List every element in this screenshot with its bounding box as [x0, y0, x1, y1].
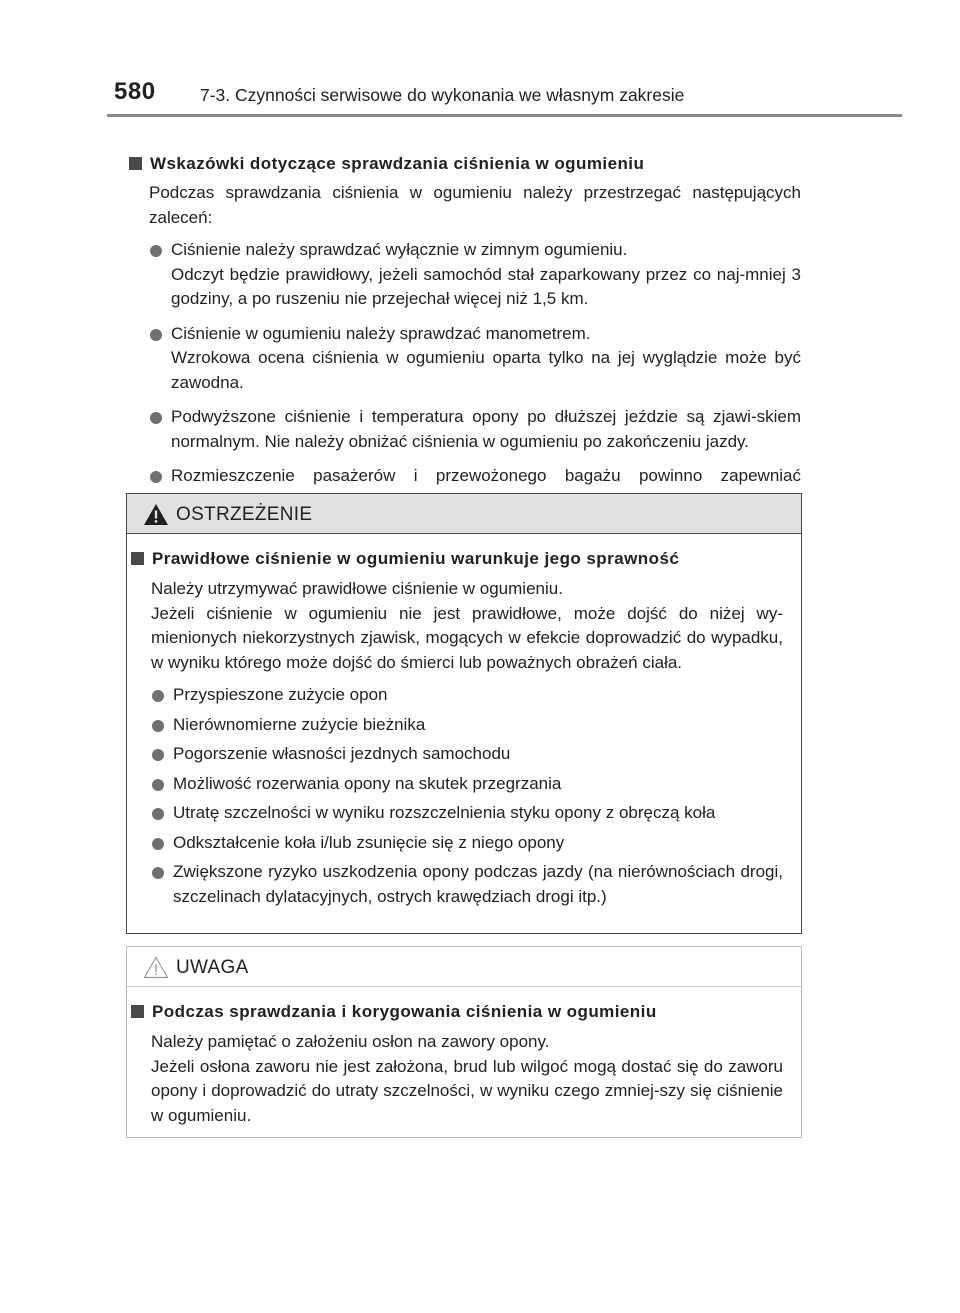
warning-item: Pogorszenie własności jezdnych samochodu: [173, 744, 511, 763]
round-bullet-icon: [150, 471, 162, 483]
warning-item: Możliwość rozerwania opony na skutek przegrzania: [173, 773, 562, 793]
round-bullet-icon: [152, 749, 164, 761]
square-bullet-icon: [131, 552, 144, 565]
tire-pressure-tips: [129, 153, 801, 523]
warning-triangle-icon: [143, 503, 169, 526]
tip-line: Ciśnienie należy sprawdzać wyłącznie w zimnym ogumieniu. Odczyt będzie prawidłowy, jeżeli samochód stał zaparkowany przez co naj-mniej 3 godziny, a po ruszeniu nie przejechał więcej niż 1,5 km.: [171, 240, 801, 308]
warning-box: [126, 493, 802, 934]
warning-heading: [131, 548, 783, 570]
warning-item: Odkształcenie koła i/lub zsunięcie się z niego opony: [173, 832, 565, 852]
notice-title: UWAGA: [176, 957, 249, 978]
chapter-title: 7-3. Czynności serwisowe do wykonania we własnym zakresie: [200, 85, 685, 105]
round-bullet-icon: [150, 329, 162, 341]
round-bullet-icon: [152, 720, 164, 732]
tips-list: [129, 238, 801, 513]
warning-text: Należy utrzymywać prawidłowe ciśnienie w ogumieniu. Jeżeli ciśnienie w ogumieniu nie jest prawidłowe, może dojść do niżej wy-mienionych niekorzystnych zjawisk, mogących w efekcie doprowadzić do wypadku, w wyniku którego może dojść do śmierci lub poważnych obrażeń ciała.: [151, 579, 783, 672]
list-item: [152, 801, 783, 826]
warning-title: OSTRZEŻENIE: [176, 504, 313, 525]
warning-list: [131, 683, 783, 909]
header-divider: [107, 114, 902, 117]
list-item: [150, 238, 801, 312]
notice-heading-text: Podczas sprawdzania i korygowania ciśnienia w ogumieniu: [152, 1002, 657, 1021]
tip-line: Ciśnienie w ogumieniu należy sprawdzać manometrem. Wzrokowa ocena ciśnienia w ogumieniu oparta tylko na jej wyglądzie może być zawodna.: [171, 323, 801, 392]
page-number: 580: [114, 78, 156, 105]
notice-title-bar: [127, 947, 801, 987]
square-bullet-icon: [129, 157, 142, 170]
list-item: [152, 860, 783, 909]
square-bullet-icon: [131, 1005, 144, 1018]
list-item: [150, 322, 801, 396]
warning-item: Utratę szczelności w wyniku rozszczelnienia styku opony z obręczą koła: [173, 803, 716, 822]
round-bullet-icon: [152, 838, 164, 850]
tip-line: Rozmieszczenie pasażerów i przewożonego bagażu powinno zapewniać: [171, 466, 801, 485]
warning-item: Zwiększone ryzyko uszkodzenia opony podczas jazdy (na nierównościach drogi, szczelinach dylatacyjnych, ostrych krawędziach drogi itp.): [173, 862, 783, 906]
list-item: [152, 742, 783, 767]
notice-body: [127, 987, 801, 1128]
warning-item: Przyspieszone zużycie opon: [173, 685, 388, 704]
round-bullet-icon: [152, 867, 164, 879]
round-bullet-icon: [152, 690, 164, 702]
round-bullet-icon: [152, 808, 164, 820]
list-item: [152, 772, 783, 797]
list-item: [152, 831, 783, 856]
notice-text: Należy pamiętać o założeniu osłon na zawory opony. Jeżeli osłona zaworu nie jest założona, brud lub wilgoć mogą dostać się do zaworu opony i doprowadzić do utraty szczelności, w wyniku czego zmniej-szy się ciśnienie w ogumieniu.: [151, 1032, 783, 1125]
warning-title-bar: [127, 494, 801, 534]
page-header: [0, 0, 960, 120]
round-bullet-icon: [150, 412, 162, 424]
warning-heading-text: Prawidłowe ciśnienie w ogumieniu warunkuje jego sprawność: [152, 549, 680, 568]
tips-heading: [129, 153, 801, 175]
list-item: [152, 713, 783, 738]
caution-triangle-icon: [143, 956, 169, 979]
round-bullet-icon: [150, 245, 162, 257]
list-item: [150, 405, 801, 454]
list-item: [152, 683, 783, 708]
notice-box: [126, 946, 802, 1138]
warning-item: Nierównomierne zużycie bieżnika: [173, 714, 426, 734]
round-bullet-icon: [152, 779, 164, 791]
notice-heading: [131, 1001, 783, 1023]
tips-heading-text: Wskazówki dotyczące sprawdzania ciśnienia w ogumieniu: [150, 154, 645, 173]
tip-line: Podwyższone ciśnienie i temperatura opony po dłuższej jeździe są zjawi-skiem normalnym. Nie należy obniżać ciśnienia w ogumieniu po zakończeniu jazdy.: [171, 407, 801, 451]
tips-intro: Podczas sprawdzania ciśnienia w ogumieniu należy przestrzegać następujących zaleceń:: [149, 183, 801, 227]
warning-body: [127, 534, 801, 909]
